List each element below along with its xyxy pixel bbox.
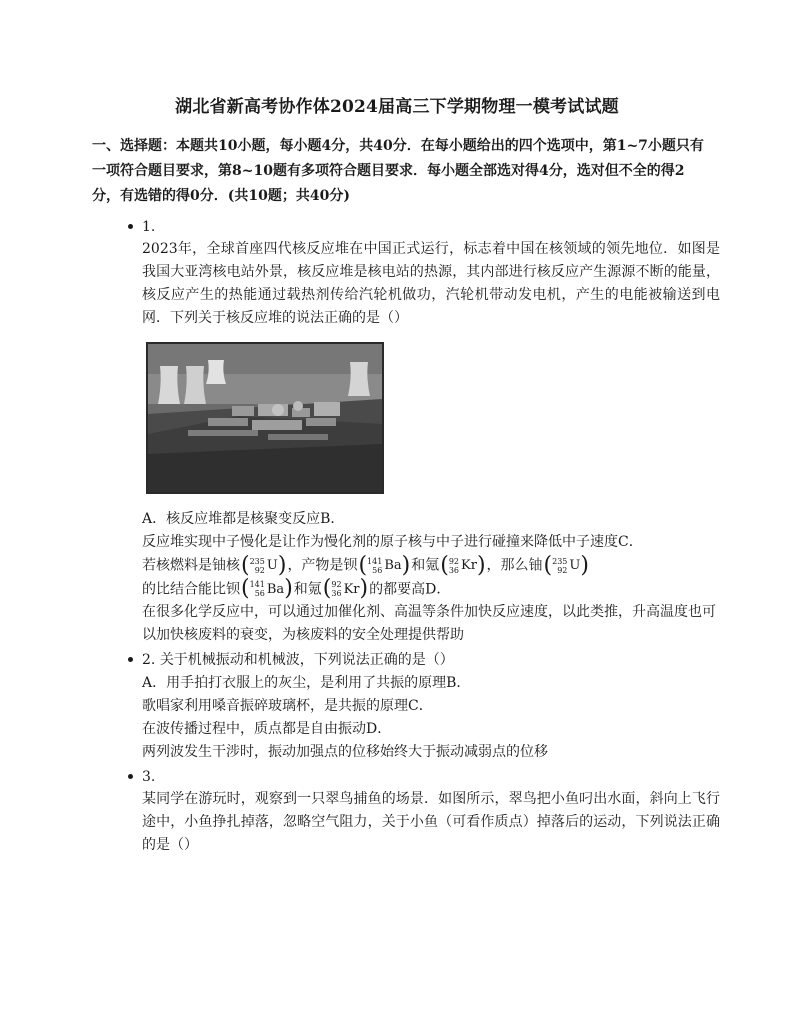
option-text: ，产物是钡 — [287, 557, 358, 574]
nuclide-u: ( 235 92 U ) — [241, 552, 287, 578]
mass-number: 92 — [331, 580, 342, 589]
mass-number: 141 — [249, 580, 265, 589]
option-text: 和氪 — [411, 557, 440, 574]
nuclide-kr: ( 92 36 Kr ) — [440, 552, 486, 578]
option-text: 的都要高D． — [369, 581, 451, 597]
page-title: 湖北省新高考协作体2024届高三下学期物理一模考试试题 — [175, 97, 619, 117]
question-list — [120, 216, 720, 857]
question-3 — [120, 766, 720, 857]
nuclide-kr: ( 92 36 Kr ) — [322, 576, 369, 601]
element-symbol: Ba — [266, 581, 285, 597]
question-number: 3. — [142, 769, 156, 785]
option-text: 和氪 — [293, 581, 322, 597]
bullet-icon — [128, 224, 133, 229]
element-symbol: U — [569, 558, 581, 573]
question-stem — [142, 649, 720, 672]
option-line-a: A．用手拍打衣服上的灰尘，是利用了共振的原理B． — [142, 675, 471, 691]
mass-number: 141 — [367, 556, 383, 566]
option-text: 若核燃料是铀核 — [142, 557, 240, 574]
option-line-e: 在很多化学反应中，可以通过加催化剂、高温等条件加快反应速度，以此类推，升高温度也可以加快核废料的衰变，为核废料的安全处理提供帮助 — [142, 604, 716, 643]
option-line-d — [142, 578, 720, 602]
atomic-number: 36 — [331, 589, 342, 598]
option-text: 的比结合能比钡 — [142, 581, 240, 597]
nuclide-ba: ( 141 56 Ba ) — [358, 552, 411, 578]
option-line-c — [142, 554, 720, 578]
atomic-number: 36 — [448, 565, 459, 575]
question-stem: 某同学在游玩时，观察到一只翠鸟捕鱼的场景．如图所示，翠鸟把小鱼叼出水面，斜向上飞行途中，小鱼挣扎掉落，忽略空气阻力，关于小鱼（可看作质点）掉落后的运动，下列说法正确的是（） — [142, 791, 720, 853]
option-line-c: 在波传播过程中，质点都是自由振动D． — [142, 721, 392, 737]
bullet-icon — [128, 774, 133, 779]
mass-number: 92 — [448, 556, 459, 566]
question-number: 1. — [142, 219, 156, 235]
mass-number: 235 — [552, 556, 568, 566]
atomic-number: 92 — [254, 565, 265, 575]
question-1 — [120, 216, 720, 647]
element-symbol: Ba — [384, 558, 402, 573]
question-stem-text: 关于机械振动和机械波，下列说法正确的是（） — [159, 652, 454, 668]
option-text: ，那么铀 — [486, 557, 543, 574]
bullet-icon — [128, 657, 133, 662]
nuclide-ba: ( 141 56 Ba ) — [241, 576, 293, 601]
element-symbol: U — [266, 558, 278, 573]
question-stem: 2023年，全球首座四代核反应堆在中国正式运行，标志着中国在核领域的领先地位．如图是我国大亚湾核电站外景，核反应堆是核电站的热源，其内部进行核反应产生源源不断的能量，核反应产生的热能通过载热剂传给汽轮机做功，汽轮机带动发电机，产生的电能被输送到电网．下列关于核反应堆的说法正确的是（） — [142, 241, 720, 326]
atomic-number: 56 — [254, 589, 265, 598]
section-heading: 一、选择题：本题共10小题，每小题4分，共40分．在每小题给出的四个选项中，第1~7小题只有一项符合题目要求，第8~10题有多项符合题目要求．每小题全部选对得4分，选对但不全的得2分，有选错的得0分．(共10题；共40分) — [92, 138, 704, 204]
element-symbol: Kr — [343, 581, 360, 597]
nuclear-plant-photo-icon — [146, 342, 384, 494]
mass-number: 235 — [249, 556, 265, 566]
option-line-b: 歌唱家利用嗓音振碎玻璃杯，是共振的原理C． — [142, 698, 433, 714]
option-line-b: 反应堆实现中子慢化是让作为慢化剂的原子核与中子进行碰撞来降低中子速度C． — [142, 534, 643, 550]
atomic-number: 56 — [372, 565, 383, 575]
question-2 — [120, 649, 720, 764]
option-line-d: 两列波发生干涉时，振动加强点的位移始终大于振动减弱点的位移 — [142, 744, 548, 760]
option-line-a: A．核反应堆都是核聚变反应B． — [142, 511, 345, 527]
nuclide-u: ( 235 92 U ) — [543, 552, 589, 578]
element-symbol: Kr — [461, 558, 477, 573]
atomic-number: 92 — [557, 565, 568, 575]
question-number: 2. — [142, 652, 156, 668]
section-instructions — [92, 134, 710, 209]
